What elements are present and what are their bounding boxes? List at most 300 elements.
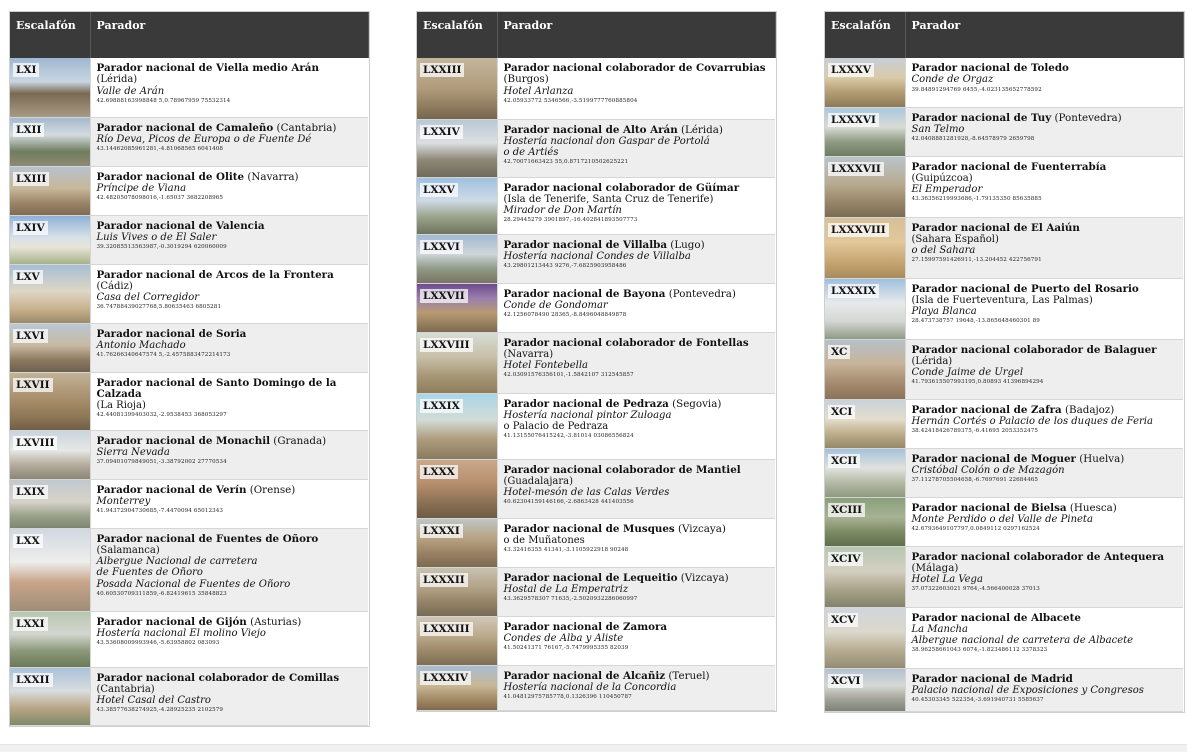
- parador-cell: [497, 119, 775, 177]
- parador-region: (Orense): [249, 483, 296, 496]
- escalafon-cell: [417, 393, 497, 459]
- escalafon-number: XCIII: [828, 503, 865, 517]
- parador-coordinates: 43.29801213443 9276,-7.6825903958486: [503, 263, 627, 270]
- parador-table-3: [825, 12, 1184, 712]
- parador-alt-name: Sierra Nevada: [96, 446, 170, 458]
- parador-name-line: [504, 62, 766, 85]
- escalafon-number: LXXXVII: [828, 162, 884, 176]
- parador-alt-name: Hostería nacional Condes de Villalba: [503, 250, 691, 262]
- parador-name: Parador nacional de Musques: [503, 522, 675, 535]
- escalafon-number: LXXXV: [828, 63, 874, 77]
- escalafon-cell: [825, 607, 905, 668]
- table-row: [417, 393, 775, 459]
- parador-alt-name: La Mancha: [911, 623, 968, 635]
- parador-coordinates: 38.96258661043 6074,-1.823486112 3378323: [911, 647, 1048, 654]
- table-row: [10, 215, 368, 264]
- table-row: [417, 119, 775, 177]
- table-row: [10, 372, 368, 430]
- escalafon-number: LXX: [13, 534, 43, 548]
- parador-cell: [497, 234, 775, 283]
- parador-name-line: [912, 62, 1069, 74]
- parador-alt-name: Casa del Corregidor: [96, 292, 200, 304]
- parador-extra-name: o Palacio de Pedraza: [503, 421, 609, 433]
- table-row: [10, 117, 368, 166]
- parador-cell: [90, 58, 368, 117]
- parador-alt-name: Hostería nacional de la Concordia: [503, 681, 677, 693]
- parador-extra-name: o de Muñatones: [503, 534, 585, 546]
- parador-coordinates: 42.05933772 5346566,-3.5199777760885804: [503, 97, 638, 104]
- escalafon-number: LXVI: [13, 329, 48, 343]
- escalafon-cell: [417, 234, 497, 283]
- parador-coordinates: 43.36356219993686,-1.79135350 85635885: [911, 196, 1042, 203]
- escalafon-cell: [10, 215, 90, 264]
- parador-cell: [90, 372, 368, 430]
- parador-alt-name: Río Deva, Picos de Europa o de Fuente Dé: [96, 133, 312, 145]
- escalafon-number: XCII: [828, 454, 860, 468]
- parador-alt-name: Hostería nacional El molino Viejo: [96, 627, 266, 639]
- parador-coordinates: 42.48205078098016,-1.65037 3682208965: [96, 195, 224, 202]
- header-parador: Parador: [905, 12, 1183, 58]
- escalafon-number: LXII: [13, 123, 44, 137]
- table-row: [10, 667, 368, 725]
- parador-name: Parador nacional colaborador de Fontellas: [503, 336, 749, 349]
- parador-alt-name: Hernán Cortés o Palacio de los duques de Feria: [911, 415, 1153, 427]
- table-row: [417, 616, 775, 665]
- parador-name-line: [504, 337, 749, 349]
- parador-cell: [905, 668, 1183, 711]
- parador-name-line: [912, 161, 1107, 173]
- parador-coordinates: 43.53608009993946,-5.63958802 083093: [96, 640, 220, 647]
- parador-name: Parador nacional de Gijón: [96, 615, 247, 628]
- parador-coordinates: 27.15997591426911,-13.204452 422756791: [911, 257, 1042, 264]
- header-parador: Parador: [497, 12, 775, 58]
- escalafon-number: XCVI: [828, 674, 863, 688]
- parador-coordinates: 40.60530709311859,-6.82419615 35848823: [96, 590, 227, 597]
- table-row: [10, 323, 368, 372]
- parador-province: (Isla de Fuerteventura, Las Palmas): [911, 294, 1093, 306]
- parador-name: Parador nacional de Lequeitio: [503, 571, 678, 584]
- parador-coordinates: 36.74788439027768,5.80635463 6805281: [96, 304, 222, 311]
- parador-name: Parador nacional de Fuentes de Oñoro: [96, 532, 319, 545]
- parador-coordinates: 43.14462085961281,-4.81068565 6041408: [96, 146, 224, 153]
- parador-alt-name: Posada Nacional de Fuentes de Oñoro: [96, 578, 291, 590]
- table-row: [825, 58, 1183, 107]
- table-row: [825, 546, 1183, 607]
- parador-name-line: [504, 239, 705, 251]
- parador-name: Parador nacional de Puerto del Rosario: [911, 282, 1139, 295]
- parador-region: (Huesca): [1069, 501, 1117, 514]
- parador-cell: [90, 479, 368, 528]
- parador-coordinates: 28.29445279 3901897,-16.402841893507773: [503, 217, 638, 224]
- parador-region: (Cantabria): [276, 121, 337, 134]
- parador-name: Parador nacional colaborador de Güímar: [503, 181, 740, 194]
- parador-name: Parador nacional de Bayona: [503, 287, 666, 300]
- escalafon-cell: [417, 567, 497, 616]
- escalafon-cell: [417, 332, 497, 393]
- parador-name-line: [97, 616, 302, 628]
- parador-name: Parador nacional de Monachil: [96, 434, 271, 447]
- escalafon-cell: [10, 430, 90, 479]
- parador-name-line: [912, 404, 1115, 416]
- parador-name-line: [97, 171, 299, 183]
- parador-region: (Segovia): [672, 397, 722, 410]
- parador-alt-name: Monte Perdido o del Valle de Pineta: [911, 513, 1093, 525]
- escalafon-cell: [417, 177, 497, 234]
- escalafon-cell: [417, 518, 497, 567]
- parador-cell: [497, 393, 775, 459]
- escalafon-number: LXXII: [13, 673, 53, 687]
- parador-alt-name: Hotel Casal del Castro: [96, 695, 211, 707]
- parador-cell: [497, 616, 775, 665]
- escalafon-number: XC: [828, 345, 850, 359]
- parador-alt-name: Antonio Machado: [96, 339, 186, 351]
- parador-cell: [497, 332, 775, 393]
- parador-alt-name: Luis Vives o de El Saler: [96, 231, 217, 243]
- parador-coordinates: 43.38577638274925,-4.28925235 2102579: [96, 707, 224, 714]
- escalafon-number: LXXIV: [420, 125, 463, 139]
- parador-province: (Lérida): [96, 74, 138, 86]
- parador-alt-name: Playa Blanca: [911, 306, 977, 318]
- escalafon-number: LXXXVIII: [828, 223, 889, 237]
- parador-province: (La Rioja): [96, 400, 146, 412]
- parador-name: Parador nacional colaborador de Balaguer: [911, 343, 1157, 356]
- parador-region: (Lugo): [670, 238, 705, 251]
- parador-name-line: [504, 621, 668, 633]
- parador-coordinates: 37.11278705504658,-6.7697691 22684465: [911, 477, 1039, 484]
- parador-name: Parador nacional de Alto Arán: [503, 123, 678, 136]
- header-parador: Parador: [90, 12, 368, 58]
- escalafon-cell: [825, 107, 905, 156]
- parador-name-line: [97, 533, 319, 545]
- parador-alt-name: o del Sahara: [911, 245, 976, 257]
- table-row: [825, 448, 1183, 497]
- parador-cell: [90, 667, 368, 725]
- escalafon-number: LXXV: [420, 183, 458, 197]
- parador-name: Parador nacional de Alcañiz: [503, 669, 666, 682]
- escalafon-number: LXIX: [13, 485, 48, 499]
- parador-alt-name: Conde de Gondomar: [503, 299, 608, 311]
- escalafon-cell: [10, 117, 90, 166]
- escalafon-cell: [417, 119, 497, 177]
- parador-cell: [497, 459, 775, 518]
- table-row: [10, 166, 368, 215]
- parador-name: Parador nacional colaborador de Mantiel: [503, 463, 741, 476]
- header-escalafon: Escalafón: [417, 12, 497, 58]
- table-row: [10, 58, 368, 117]
- parador-alt-name: Albergue nacional de carretera de Albacete: [911, 635, 1134, 647]
- parador-name-line: [912, 283, 1139, 295]
- parador-name: Parador nacional de Pedraza: [503, 397, 669, 410]
- escalafon-number: XCIV: [828, 552, 863, 566]
- parador-name: Parador nacional de Moguer: [911, 452, 1076, 465]
- escalafon-cell: [825, 497, 905, 546]
- parador-name-line: [504, 670, 710, 682]
- parador-coordinates: 42.0408881281928,-8.64578979 2659798: [911, 136, 1035, 143]
- parador-alt-name: Hotel Fontebella: [503, 360, 589, 372]
- parador-coordinates: 39.84891294769 6455,-4.023135652778592: [911, 86, 1042, 93]
- header-escalafon: Escalafón: [10, 12, 90, 58]
- parador-coordinates: 42.44081399403032,-2.9538453 368053297: [96, 412, 227, 419]
- parador-name-line: [97, 377, 337, 400]
- parador-alt-name: o de Artiés: [503, 147, 559, 159]
- parador-name-line: [97, 672, 340, 684]
- parador-cell: [90, 430, 368, 479]
- escalafon-number: LXIII: [13, 172, 49, 186]
- parador-cell: [905, 497, 1183, 546]
- parador-cell: [905, 107, 1183, 156]
- parador-name: Parador nacional de Soria: [96, 327, 247, 340]
- table-row: [10, 528, 368, 611]
- parador-alt-name: Mirador de Don Martín: [503, 205, 622, 217]
- escalafon-number: LXV: [13, 270, 43, 284]
- escalafon-cell: [417, 283, 497, 332]
- parador-cell: [90, 117, 368, 166]
- parador-name-line: [912, 222, 1080, 234]
- parador-name-line: [97, 122, 337, 134]
- parador-coordinates: 41.94372904730685,-7.4470094 65012343: [96, 508, 224, 515]
- table-row: [10, 430, 368, 479]
- parador-alt-name: Hostería nacional don Gaspar de Portolá: [503, 135, 710, 147]
- parador-cell: [905, 546, 1183, 607]
- parador-cell: [497, 567, 775, 616]
- escalafon-cell: [10, 479, 90, 528]
- parador-alt-name: Hostería nacional pintor Zuloaga: [503, 409, 672, 421]
- escalafon-cell: [825, 217, 905, 278]
- table-row: [10, 611, 368, 667]
- parador-alt-name: Hotel-mesón de las Calas Verdes: [503, 487, 670, 499]
- parador-region: (Burgos): [503, 73, 549, 86]
- parador-name-line: [97, 62, 319, 74]
- parador-coordinates: 37.09401079849051,-3.38792002 27770534: [96, 459, 227, 466]
- parador-cell: [905, 278, 1183, 339]
- escalafon-cell: [10, 323, 90, 372]
- parador-region: (Granada): [273, 434, 327, 447]
- parador-province: (Lérida): [911, 355, 953, 367]
- table-row: [825, 339, 1183, 399]
- parador-coordinates: 39.32085513563987,-0.3019294 620060009: [96, 244, 227, 251]
- parador-cell: [905, 58, 1183, 107]
- table-row: [825, 668, 1183, 711]
- escalafon-cell: [417, 459, 497, 518]
- escalafon-number: LXXVII: [420, 289, 468, 303]
- parador-cell: [905, 217, 1183, 278]
- parador-province: (Guadalajara): [503, 475, 574, 487]
- parador-coordinates: 41.50241371 76167,-5.7479995355 82039: [503, 645, 629, 652]
- parador-cell: [497, 177, 775, 234]
- table-row: [417, 665, 775, 710]
- escalafon-number: LXXXI: [420, 524, 463, 538]
- parador-name-line: [97, 269, 334, 281]
- table-row: [825, 278, 1183, 339]
- parador-province: (Sahara Español): [911, 233, 999, 245]
- parador-region: (Badajoz): [1065, 403, 1115, 416]
- escalafon-cell: [825, 156, 905, 217]
- parador-coordinates: 42.03091576356101,-1.5842107 312545857: [503, 372, 634, 379]
- table-row: [825, 399, 1183, 448]
- parador-alt-name: Cristóbal Colón o de Mazagón: [911, 464, 1065, 476]
- parador-name: Parador nacional de Toledo: [911, 62, 1069, 74]
- header-escalafon: Escalafón: [825, 12, 905, 58]
- parador-name-line: [912, 551, 1165, 574]
- escalafon-number: LXXXII: [420, 573, 468, 587]
- escalafon-cell: [825, 546, 905, 607]
- parador-region: (Asturias): [250, 615, 302, 628]
- parador-name-line: [97, 220, 265, 232]
- parador-name-line: [97, 484, 296, 496]
- escalafon-cell: [417, 616, 497, 665]
- parador-cell: [905, 339, 1183, 399]
- parador-province: (Cádiz): [96, 280, 133, 292]
- parador-alt-name: Conde Jaime de Urgel: [911, 367, 1024, 379]
- parador-cell: [90, 528, 368, 611]
- parador-coordinates: 43.3629578307 71635,-2.5020932286060997: [503, 596, 638, 603]
- parador-name-line: [912, 344, 1157, 356]
- table-row: [417, 332, 775, 393]
- escalafon-number: LXXXIX: [828, 284, 879, 298]
- parador-alt-name: Conde de Orgaz: [911, 74, 994, 86]
- parador-alt-name: El Emperador: [911, 184, 983, 196]
- parador-coordinates: 42.1256078490 28365,-8.8496048849878: [503, 312, 627, 319]
- table-row: [825, 607, 1183, 668]
- escalafon-number: LXIV: [13, 221, 48, 235]
- parador-coordinates: 41.04812975785778,0.1326396 110450787: [503, 694, 632, 701]
- parador-coordinates: 37.07322603021 9764,-4.566400028 37013: [911, 586, 1040, 593]
- parador-name-line: [912, 612, 1081, 624]
- table-row: [417, 234, 775, 283]
- parador-region: (Pontevedra): [668, 287, 736, 300]
- escalafon-cell: [10, 264, 90, 323]
- parador-alt-name: Condes de Alba y Aliste: [503, 632, 624, 644]
- parador-name-line: [504, 398, 722, 410]
- parador-cell: [497, 665, 775, 710]
- parador-coordinates: 42.70071663423 55,0.8717210502625221: [503, 159, 629, 166]
- parador-alt-name: Hotel Arlanza: [503, 85, 574, 97]
- escalafon-number: XCV: [828, 613, 858, 627]
- parador-name-line: [504, 182, 740, 194]
- parador-name-line: [912, 502, 1117, 514]
- table-row: [825, 497, 1183, 546]
- parador-cell: [90, 323, 368, 372]
- parador-alt-name: Hostal de La Emperatriz: [503, 583, 629, 595]
- table-row: [825, 156, 1183, 217]
- parador-coordinates: 28.473738757 19648,-13.865648460301 89: [911, 318, 1040, 325]
- escalafon-cell: [825, 339, 905, 399]
- parador-coordinates: 38.42418426789375,-6.41695 2053352475: [911, 428, 1039, 435]
- parador-alt-name: de Fuentes de Oñoro: [96, 567, 203, 579]
- escalafon-cell: [825, 58, 905, 107]
- parador-name: Parador nacional de Zamora: [503, 620, 668, 633]
- parador-name-line: [504, 124, 723, 136]
- escalafon-number: LXXXIV: [420, 671, 471, 685]
- escalafon-number: LXI: [13, 63, 39, 77]
- parador-province: (Guipúzcoa): [911, 172, 973, 184]
- parador-alt-name: Valle de Arán: [96, 85, 165, 97]
- escalafon-number: LXXXVI: [828, 113, 879, 127]
- parador-table-1: [10, 12, 369, 726]
- parador-alt-name: Albergue Nacional de carretera: [96, 556, 258, 568]
- parador-name-line: [912, 453, 1125, 465]
- escalafon-number: XCI: [828, 405, 855, 419]
- parador-name-line: [504, 288, 736, 300]
- parador-name: Parador nacional de Valencia: [96, 219, 265, 232]
- table-row: [10, 479, 368, 528]
- parador-province: (Isla de Tenerife, Santa Cruz de Tenerife): [503, 193, 714, 205]
- parador-region: (Vizcaya): [678, 522, 726, 535]
- table-row: [417, 58, 775, 119]
- table-row: [417, 518, 775, 567]
- parador-name: Parador nacional de El Aaiún: [911, 221, 1080, 234]
- parador-region: (Huelva): [1079, 452, 1125, 465]
- parador-name-line: [97, 328, 247, 340]
- parador-province: (Navarra): [503, 348, 554, 360]
- escalafon-cell: [825, 448, 905, 497]
- parador-province: (Cantabria): [96, 683, 155, 695]
- parador-cell: [905, 607, 1183, 668]
- table-row: [825, 217, 1183, 278]
- parador-name: Parador nacional de Villalba: [503, 238, 668, 251]
- parador-cell: [905, 448, 1183, 497]
- parador-cell: [497, 283, 775, 332]
- escalafon-number: LXVII: [13, 378, 53, 392]
- parador-name: Parador nacional de Santo Domingo de la Calzada: [96, 376, 337, 400]
- parador-name: Parador nacional de Verín: [96, 483, 247, 496]
- parador-region: (Navarra): [247, 170, 299, 183]
- escalafon-number: LXXXIII: [420, 622, 473, 636]
- parador-name: Parador nacional de Olite: [96, 170, 245, 183]
- parador-cell: [90, 215, 368, 264]
- parador-cell: [90, 264, 368, 323]
- parador-name: Parador nacional colaborador de Comillas: [96, 671, 340, 684]
- escalafon-cell: [10, 667, 90, 725]
- parador-coordinates: 40.45303345 522354,-3.691940731 5585637: [911, 697, 1044, 704]
- escalafon-number: LXXIII: [420, 63, 464, 77]
- escalafon-cell: [10, 611, 90, 667]
- escalafon-cell: [10, 528, 90, 611]
- parador-region: (Vizcaya): [680, 571, 729, 584]
- escalafon-cell: [825, 278, 905, 339]
- parador-cell: [497, 518, 775, 567]
- escalafon-number: LXXX: [420, 465, 458, 479]
- parador-alt-name: San Telmo: [911, 123, 965, 135]
- parador-name-line: [912, 673, 1073, 685]
- parador-name: Parador nacional colaborador de Covarrubias: [503, 62, 766, 74]
- escalafon-cell: [10, 166, 90, 215]
- escalafon-cell: [417, 665, 497, 710]
- parador-name-line: [504, 464, 741, 476]
- parador-name: Parador nacional de Zafra: [911, 403, 1062, 416]
- escalafon-cell: [825, 399, 905, 448]
- parador-name: Parador nacional de Camaleño: [96, 121, 274, 134]
- parador-coordinates: 41.13155076415242,-3.81014 03086556824: [503, 433, 634, 440]
- parador-region: (Málaga): [911, 561, 959, 574]
- parador-name-line: [504, 572, 729, 584]
- table-row: [10, 264, 368, 323]
- parador-cell: [905, 156, 1183, 217]
- escalafon-cell: [417, 58, 497, 119]
- escalafon-number: LXXIX: [420, 399, 463, 413]
- table-row: [417, 283, 775, 332]
- parador-coordinates: 42.69888163998848 5,0.78967959 75532314: [96, 97, 231, 104]
- parador-name-line: [97, 435, 327, 447]
- escalafon-number: LXXVI: [420, 240, 463, 254]
- parador-name: Parador nacional de Arcos de la Frontera: [96, 268, 334, 281]
- parador-alt-name: Palacio nacional de Exposiciones y Congresos: [911, 684, 1144, 696]
- escalafon-cell: [10, 372, 90, 430]
- escalafon-number: LXVIII: [13, 436, 57, 450]
- parador-name-line: [504, 523, 726, 535]
- parador-table-2: [417, 12, 776, 711]
- parador-cell: [90, 166, 368, 215]
